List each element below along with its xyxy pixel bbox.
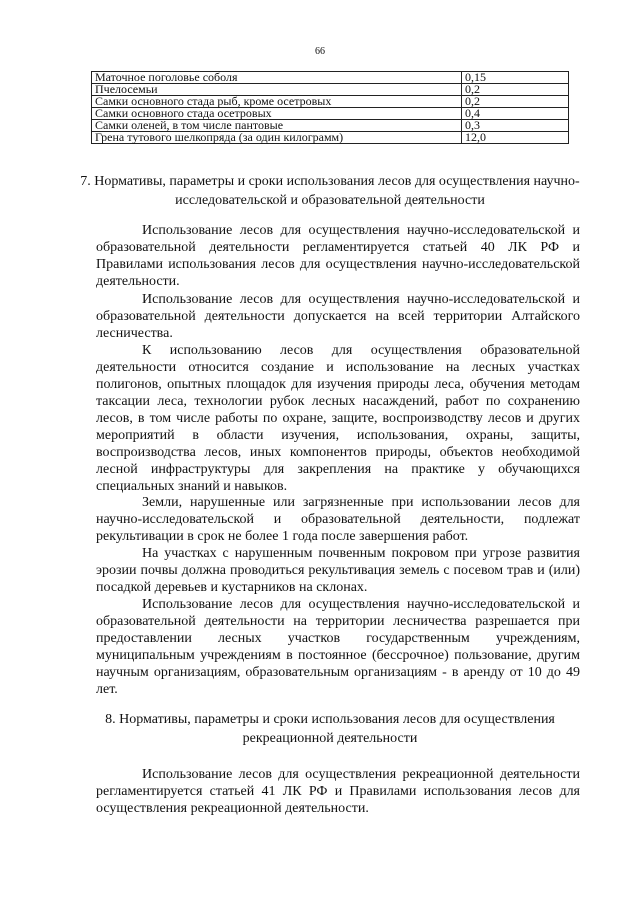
table-row [92,132,569,144]
table-cell-value: 0,2 [462,84,569,96]
table-cell-name: Пчелосемьи [92,84,462,96]
section-7-paragraph: К использованию лесов для осуществления образовательной деятельности относится создание и использование на лесных участках полигонов, опытных площадок для изучения природы леса, обучения методам таксации леса, технологии рубок лесных насаждений, работ по сохранению лесов, в том числе работы по охране, защите, воспроизводству лесов и других мероприятий в области изучения, использования, охраны, защиты, воспроизводства лесов, иных компонентов природы, объектов необходимой лесной инфраструктуры для закрепления на практике у обучающихся специальных знаний и навыков. [96,343,580,494]
section-7-paragraph: Земли, нарушенные или загрязненные при использовании лесов для научно-исследовательской и образовательной деятельности, подлежат рекультивации в срок не более 1 года после завершения работ. [96,495,580,544]
table-cell-value: 12,0 [462,132,569,144]
table-cell-value: 0,4 [462,108,569,120]
quota-table [91,71,569,144]
section-7-paragraph: Использование лесов для осуществления научно-исследовательской и образовательной деятельности на территории лесничества разрешается при предоставлении лесных участков государственным учреждениям, муниципальным учреждениям в постоянное (бессрочное) пользование, другим научным организациям, образовательным организациям - в аренду от 10 до 49 лет. [96,597,580,697]
table-cell-name: Маточное поголовье соболя [92,72,462,84]
section-7-paragraph: Использование лесов для осуществления научно-исследовательской и образовательной деятельности допускается на всей территории Алтайского лесничества. [96,292,580,341]
section-7-paragraph: На участках с нарушенным почвенным покровом при угрозе развития эрозии почвы должна проводиться рекультивация земель с посевом трав и (или) посадкой деревьев и кустарников на склонах. [96,546,580,595]
page-number: 66 [315,46,325,57]
table-row [92,72,569,84]
table-cell-value: 0,2 [462,96,569,108]
section-8-heading: 8. Нормативы, параметры и сроки использования лесов для осуществления рекреационной деятельности [105,712,555,746]
table-cell-name: Самки основного стада рыб, кроме осетровых [92,96,462,108]
section-7-paragraph: Использование лесов для осуществления научно-исследовательской и образовательной деятельности регламентируется статьей 40 ЛК РФ и Правилами использования лесов для осуществления научно-исследовательской деятельности. [96,223,580,289]
table-cell-name: Самки оленей, в том числе пантовые [92,120,462,132]
table-cell-value: 0,3 [462,120,569,132]
table-cell-name: Грена тутового шелкопряда (за один килограмм) [92,132,462,144]
table-cell-name: Самки основного стада осетровых [92,108,462,120]
section-7-heading: 7. Нормативы, параметры и сроки использования лесов для осуществления научно-исследовательской и образовательной деятельности [80,174,580,208]
table-cell-value: 0,15 [462,72,569,84]
section-8-paragraph: Использование лесов для осуществления рекреационной деятельности регламентируется статьей 41 ЛК РФ и Правилами использования лесов для осуществления рекреационной деятельности. [96,767,580,816]
